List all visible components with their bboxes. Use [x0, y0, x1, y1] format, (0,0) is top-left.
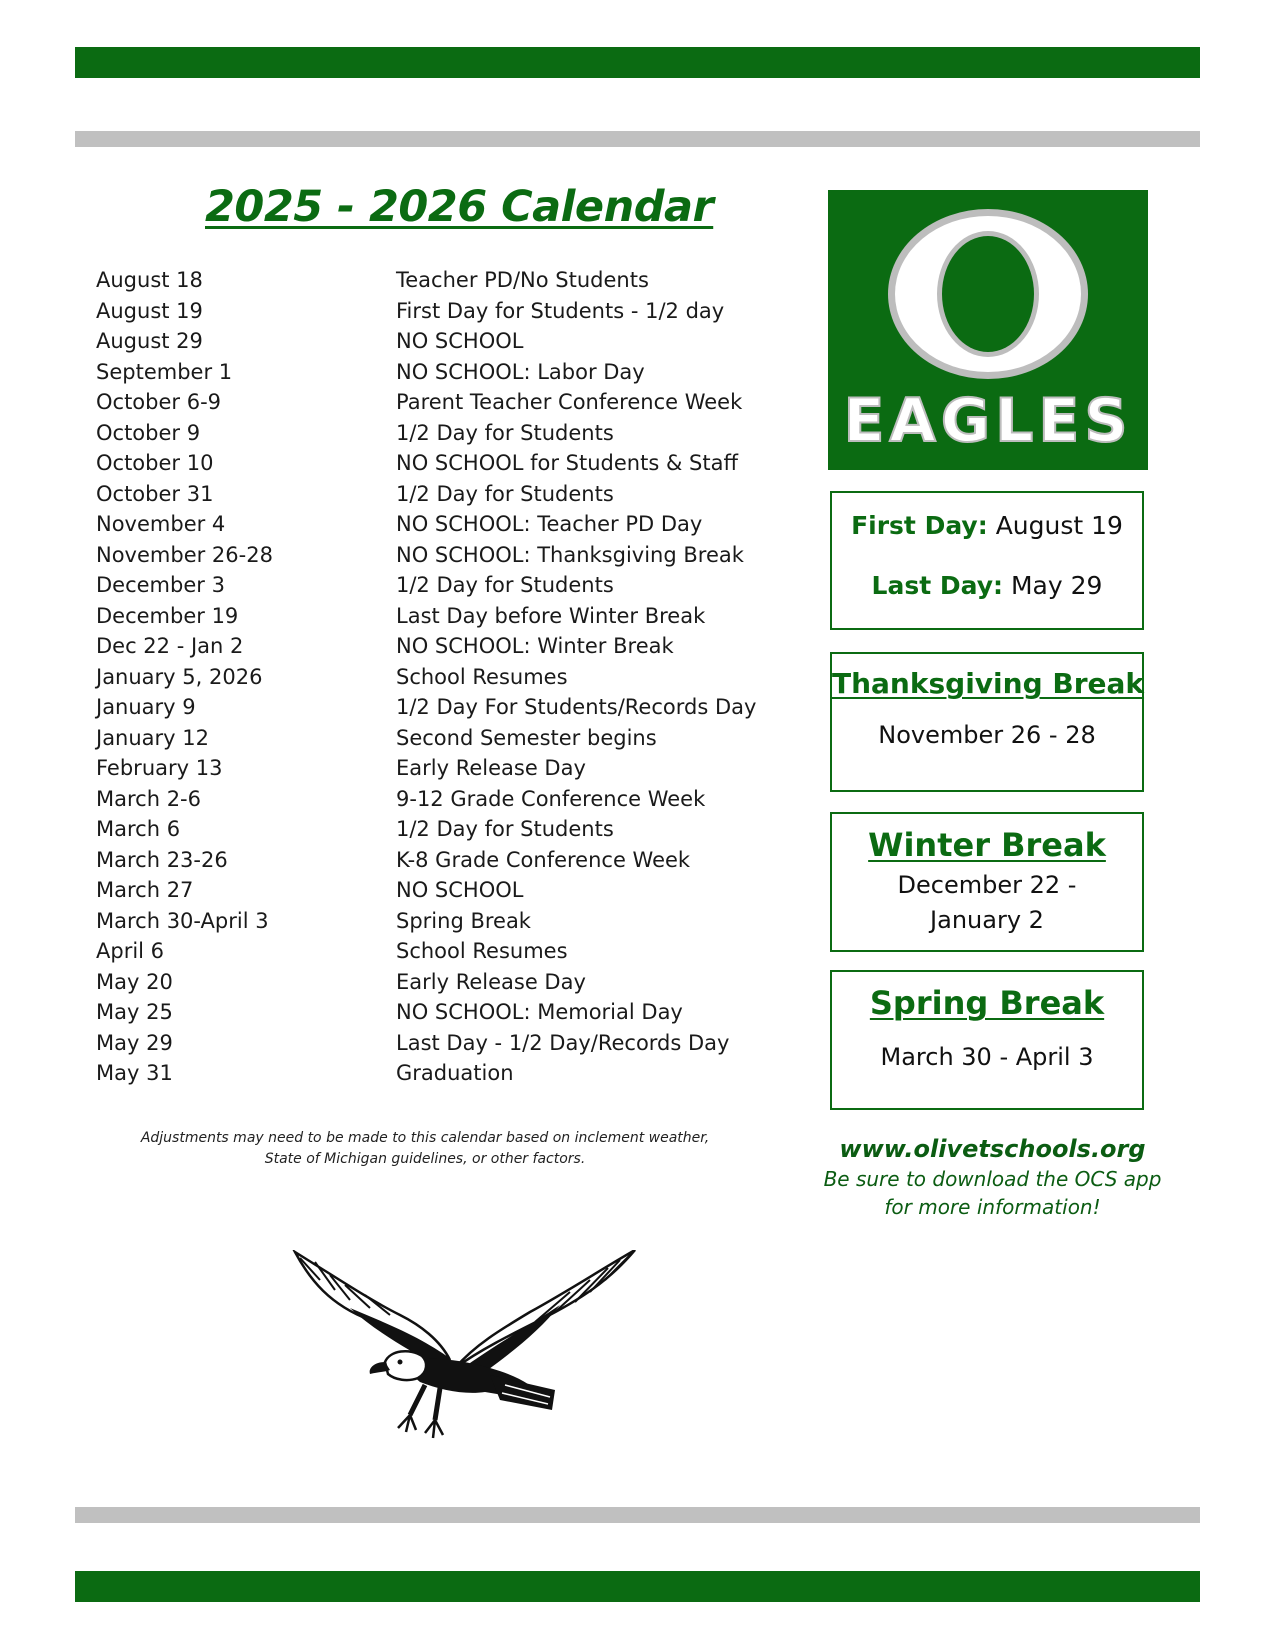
event-description: NO SCHOOL: Memorial Day [396, 1000, 683, 1024]
event-description: Last Day - 1/2 Day/Records Day [396, 1030, 730, 1055]
event-row [96, 753, 776, 784]
spring-dates: March 30 - April 3 [880, 1043, 1094, 1071]
event-date: May 20 [96, 969, 173, 994]
event-description: Graduation [396, 1061, 514, 1085]
event-date: May 29 [96, 1030, 173, 1055]
spring-title: Spring Break [869, 984, 1105, 1022]
event-row [96, 692, 776, 723]
adjustment-note [110, 1128, 740, 1170]
event-row [96, 357, 776, 388]
thanksgiving-dates: November 26 - 28 [878, 721, 1096, 749]
event-row [96, 906, 776, 937]
bottom-gray-bar [75, 1507, 1200, 1523]
app-message-line-2: for more information! [884, 1195, 1101, 1219]
app-message [820, 1165, 1165, 1221]
event-row [96, 723, 776, 754]
winter-line-1: December 22 - [897, 871, 1077, 899]
event-row [96, 845, 776, 876]
event-date: April 6 [96, 939, 165, 963]
winter-dates [832, 868, 1142, 938]
app-message-line-1: Be sure to download the OCS app [823, 1167, 1162, 1191]
top-green-bar [75, 47, 1200, 78]
event-row [96, 570, 776, 601]
event-row [96, 784, 776, 815]
event-description: K-8 Grade Conference Week [396, 847, 691, 872]
top-gray-bar [75, 131, 1200, 147]
event-description: 1/2 Day For Students/Records Day [396, 695, 757, 719]
event-date: March 6 [96, 817, 181, 841]
event-description: 1/2 Day for Students [396, 420, 614, 445]
page-title: 2025 - 2026 Calendar [205, 182, 714, 232]
event-row [96, 326, 776, 357]
event-date: Dec 22 - Jan 2 [96, 634, 244, 658]
note-line-1: Adjustments may need to be made to this calendar based on inclement weather, [140, 1130, 710, 1146]
eagle-illustration [290, 1250, 640, 1450]
event-description: Parent Teacher Conference Week [396, 390, 743, 414]
event-description: 1/2 Day for Students [396, 573, 614, 597]
bottom-green-bar [75, 1571, 1200, 1602]
event-date: December 19 [96, 603, 239, 628]
event-row [96, 1028, 776, 1059]
event-row [96, 387, 776, 418]
event-description: Early Release Day [396, 756, 586, 780]
thanksgiving-title: Thanksgiving Break [832, 667, 1145, 700]
website-link[interactable]: www.olivetschools.org [839, 1135, 1146, 1163]
event-date: January 9 [96, 695, 196, 719]
event-description: Spring Break [396, 908, 531, 933]
event-date: March 2-6 [96, 786, 201, 811]
event-description: NO SCHOOL: Teacher PD Day [396, 512, 703, 536]
winter-break-box [830, 812, 1144, 952]
event-row [96, 418, 776, 449]
event-date: August 29 [96, 329, 203, 353]
event-description: Early Release Day [396, 969, 586, 994]
event-date: November 26-28 [96, 542, 273, 567]
event-row [96, 631, 776, 662]
first-day-label: First Day: [851, 511, 988, 540]
winter-line-2: January 2 [930, 906, 1044, 934]
event-description: School Resumes [396, 664, 568, 689]
website-section [820, 1133, 1165, 1221]
event-description: NO SCHOOL for Students & Staff [396, 451, 738, 475]
event-row [96, 479, 776, 510]
event-row [96, 967, 776, 998]
event-date: February 13 [96, 756, 223, 780]
event-row [96, 509, 776, 540]
event-row [96, 997, 776, 1028]
event-date: October 31 [96, 481, 214, 506]
event-date: March 27 [96, 878, 194, 902]
event-description: 1/2 Day for Students [396, 481, 614, 506]
event-description: NO SCHOOL [396, 329, 524, 353]
event-description: NO SCHOOL: Winter Break [396, 634, 674, 658]
event-description: NO SCHOOL: Thanksgiving Break [396, 542, 744, 567]
event-date: November 4 [96, 512, 226, 536]
event-date: December 3 [96, 573, 225, 597]
eagles-logo [828, 190, 1148, 470]
event-description: NO SCHOOL [396, 878, 524, 902]
event-date: October 10 [96, 451, 214, 475]
last-day-label: Last Day: [871, 571, 1004, 600]
first-day-line [832, 511, 1142, 540]
event-date: January 5, 2026 [96, 664, 263, 689]
event-description: 1/2 Day for Students [396, 817, 614, 841]
event-row [96, 662, 776, 693]
event-date: March 30-April 3 [96, 908, 269, 933]
event-row [96, 601, 776, 632]
event-description: NO SCHOOL: Labor Day [396, 359, 645, 384]
event-description: Teacher PD/No Students [396, 268, 649, 292]
last-day-value: May 29 [1010, 571, 1103, 600]
event-description: First Day for Students - 1/2 day [396, 298, 725, 323]
event-row [96, 1058, 776, 1089]
event-date: August 19 [96, 298, 203, 323]
event-row [96, 936, 776, 967]
event-row [96, 875, 776, 906]
key-dates-box [830, 491, 1144, 630]
event-row [96, 540, 776, 571]
thanksgiving-box [830, 652, 1144, 792]
event-row [96, 265, 776, 296]
note-line-2: State of Michigan guidelines, or other factors. [264, 1151, 586, 1167]
event-date: September 1 [96, 359, 233, 384]
event-date: August 18 [96, 268, 203, 292]
last-day-line [832, 571, 1142, 600]
spring-break-box [830, 970, 1144, 1110]
first-day-value: August 19 [995, 511, 1123, 540]
logo-text: EAGLES [843, 386, 1133, 456]
event-description: School Resumes [396, 939, 568, 963]
event-date: October 9 [96, 420, 201, 445]
event-row [96, 296, 776, 327]
event-date: January 12 [96, 725, 210, 750]
event-description: 9-12 Grade Conference Week [396, 786, 706, 811]
event-date: October 6-9 [96, 390, 222, 414]
event-date: May 25 [96, 1000, 173, 1024]
event-row [96, 448, 776, 479]
event-date: March 23-26 [96, 847, 228, 872]
winter-title: Winter Break [868, 826, 1106, 864]
events-list [96, 265, 776, 1089]
event-description: Second Semester begins [396, 725, 657, 750]
event-date: May 31 [96, 1061, 173, 1085]
event-row [96, 814, 776, 845]
event-description: Last Day before Winter Break [396, 603, 706, 628]
